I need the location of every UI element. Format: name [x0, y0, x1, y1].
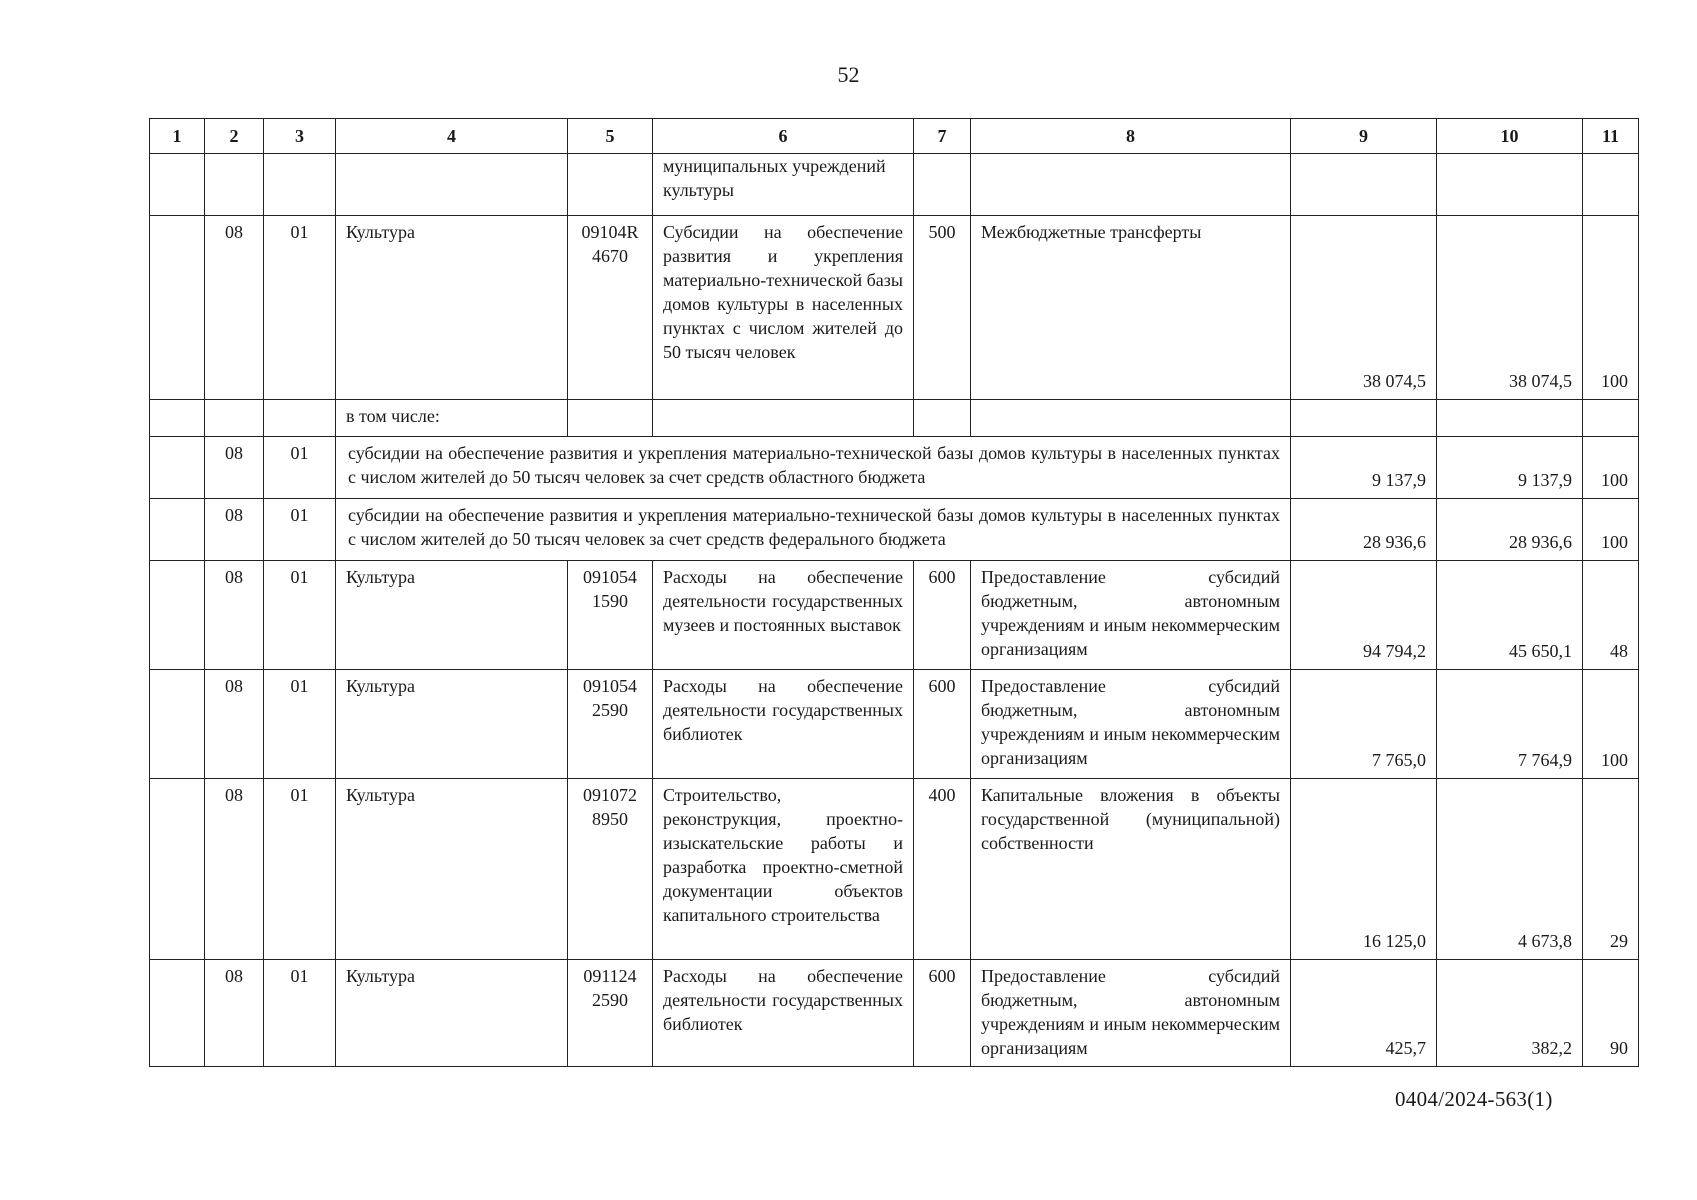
cell-plan: 28 936,6: [1291, 499, 1437, 561]
including-label: в том числе:: [336, 400, 568, 437]
cell-type: 600: [914, 670, 971, 779]
header-row: [150, 119, 1639, 154]
table-row: [150, 670, 1639, 779]
table-row: [150, 400, 1639, 437]
cell-subsection: 01: [264, 960, 336, 1067]
page-number: 52: [837, 62, 860, 87]
cell-section: 08: [205, 561, 264, 670]
cell-type-name: Предоставление субсидий бюджетным, автономным учреждениям и иным некоммерческим организациям: [971, 561, 1291, 670]
cell-description: Строительство, реконструкция, проектно-изыскательские работы и разработка проектно-сметной документации объектов капитального строительства: [653, 779, 914, 960]
cell-code: 09104R 4670: [568, 216, 653, 400]
cell-section: 08: [205, 437, 264, 499]
cell-name: Культура: [336, 779, 568, 960]
cell-description: Расходы на обеспечение деятельности государственных библиотек: [653, 960, 914, 1067]
cell-description: субсидии на обеспечение развития и укрепления материально-технической базы домов культуры в населенных пунктах с числом жителей до 50 тысяч человек за счет средств федерального бюджета: [336, 499, 1291, 561]
cell-description: Субсидии на обеспечение развития и укрепления материально-технической базы домов культуры в населенных пунктах с числом жителей до 50 тысяч человек: [653, 216, 914, 400]
col-header: 8: [971, 119, 1291, 154]
cell-code: 091054 2590: [568, 670, 653, 779]
cell-type-name: Предоставление субсидий бюджетным, автономным учреждениям и иным некоммерческим организациям: [971, 960, 1291, 1067]
cell-type: 400: [914, 779, 971, 960]
cell-percent: 100: [1583, 216, 1639, 400]
cell-section: 08: [205, 779, 264, 960]
col-header: 2: [205, 119, 264, 154]
col-header: 6: [653, 119, 914, 154]
cell-section: 08: [205, 216, 264, 400]
cell-percent: 100: [1583, 499, 1639, 561]
table-row: [150, 960, 1639, 1067]
cell-subsection: 01: [264, 437, 336, 499]
cell-subsection: 01: [264, 779, 336, 960]
cell-percent: 100: [1583, 670, 1639, 779]
table-row: [150, 561, 1639, 670]
cell-section: 08: [205, 670, 264, 779]
table-row: [150, 499, 1639, 561]
cell-code: 091124 2590: [568, 960, 653, 1067]
cell-percent: 100: [1583, 437, 1639, 499]
cell-name: Культура: [336, 960, 568, 1067]
budget-table: [149, 118, 1639, 1067]
cell-percent: 29: [1583, 779, 1639, 960]
cell-subsection: 01: [264, 670, 336, 779]
cell-actual: 382,2: [1437, 960, 1583, 1067]
cell-subsection: 01: [264, 216, 336, 400]
cell-name: Культура: [336, 561, 568, 670]
cell-section: 08: [205, 960, 264, 1067]
cell-type: 500: [914, 216, 971, 400]
cell-type-name: Капитальные вложения в объекты государственной (муниципальной) собственности: [971, 779, 1291, 960]
cell-subsection: 01: [264, 499, 336, 561]
col-header: 3: [264, 119, 336, 154]
cell-actual: 45 650,1: [1437, 561, 1583, 670]
cell-actual: 9 137,9: [1437, 437, 1583, 499]
col-header: 11: [1583, 119, 1639, 154]
cell-actual: 38 074,5: [1437, 216, 1583, 400]
cell-percent: 90: [1583, 960, 1639, 1067]
col-header: 4: [336, 119, 568, 154]
cell-plan: 9 137,9: [1291, 437, 1437, 499]
cell-code: 091072 8950: [568, 779, 653, 960]
table-row: [150, 779, 1639, 960]
document-code: 0404/2024-563(1): [1395, 1087, 1553, 1111]
col-header: 10: [1437, 119, 1583, 154]
cell-plan: 38 074,5: [1291, 216, 1437, 400]
cell-type-name: Предоставление субсидий бюджетным, автономным учреждениям и иным некоммерческим организациям: [971, 670, 1291, 779]
cell-name: Культура: [336, 670, 568, 779]
cell-code: 091054 1590: [568, 561, 653, 670]
cell-name: Культура: [336, 216, 568, 400]
cell-plan: 7 765,0: [1291, 670, 1437, 779]
cell-type-name: Межбюджетные трансферты: [971, 216, 1291, 400]
table-row: [150, 216, 1639, 400]
table-row: [150, 437, 1639, 499]
cell-actual: 28 936,6: [1437, 499, 1583, 561]
cell-plan: 16 125,0: [1291, 779, 1437, 960]
cell-actual: 7 764,9: [1437, 670, 1583, 779]
col-header: 1: [150, 119, 205, 154]
cell-description: субсидии на обеспечение развития и укрепления материально-технической базы домов культуры в населенных пунктах с числом жителей до 50 тысяч человек за счет средств областного бюджета: [336, 437, 1291, 499]
cell-type: 600: [914, 960, 971, 1067]
col-header: 7: [914, 119, 971, 154]
table-row: [150, 154, 1639, 216]
cell-description: муниципальных учреждений культуры: [653, 154, 914, 216]
cell-plan: 425,7: [1291, 960, 1437, 1067]
col-header: 5: [568, 119, 653, 154]
cell-type: 600: [914, 561, 971, 670]
cell-subsection: 01: [264, 561, 336, 670]
cell-section: 08: [205, 499, 264, 561]
cell-plan: 94 794,2: [1291, 561, 1437, 670]
col-header: 9: [1291, 119, 1437, 154]
cell-percent: 48: [1583, 561, 1639, 670]
cell-actual: 4 673,8: [1437, 779, 1583, 960]
cell-description: Расходы на обеспечение деятельности государственных библиотек: [653, 670, 914, 779]
cell-description: Расходы на обеспечение деятельности государственных музеев и постоянных выставок: [653, 561, 914, 670]
